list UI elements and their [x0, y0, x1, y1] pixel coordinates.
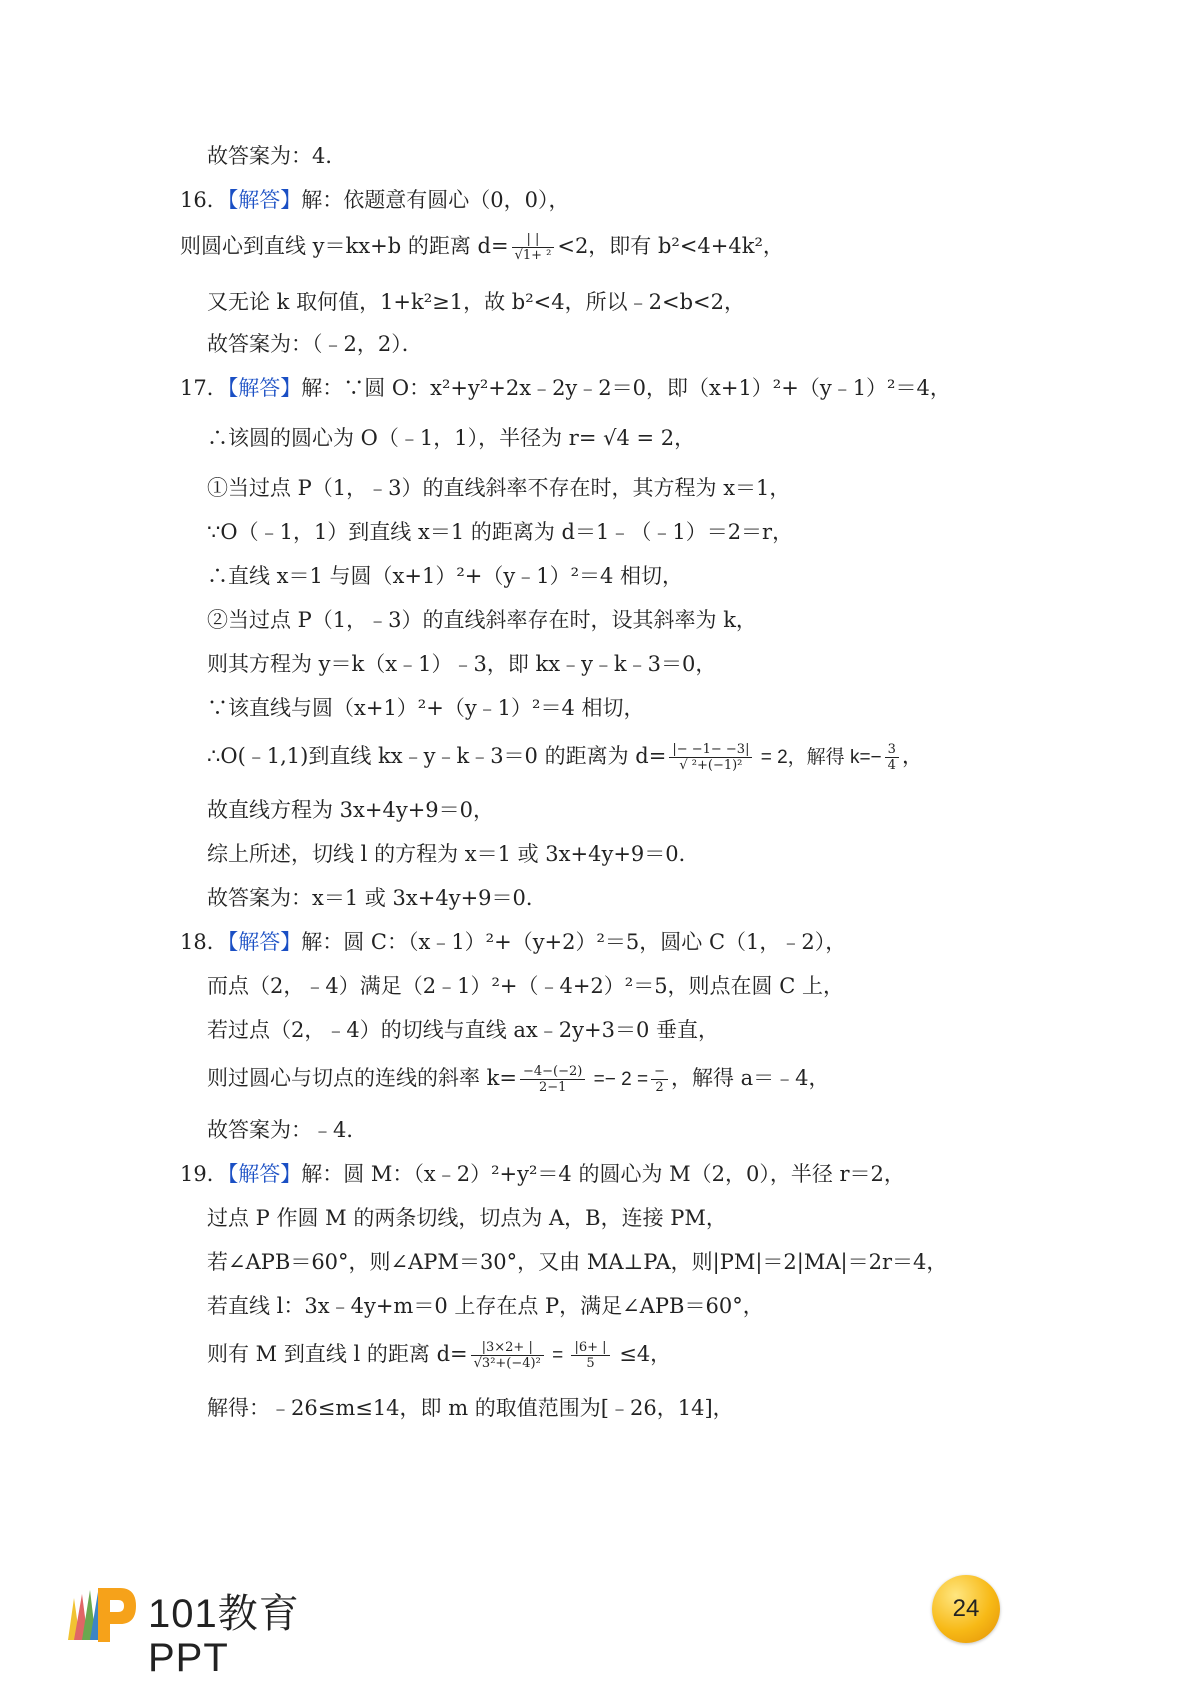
text-line: 故答案为：（﹣2，2）． [207, 332, 423, 356]
text-line: ①当过点 P（1，﹣3）的直线斜率不存在时，其方程为 x＝1， [207, 476, 791, 500]
text-line: ∴O(﹣1,1)到直线 kx﹣y﹣k﹣3＝0 的距离为 d= $\frac{|- -1- -3|}{\text{√ ²+(−1)²}}$ = 2，解得 k=− $\frac{3}{4}$ ， [207, 742, 923, 773]
fraction: $\frac{-4-(-2)}{2-1}$ [520, 1064, 585, 1095]
text-line: ∵O（﹣1，1）到直线 x＝1 的距离为 d＝1﹣（﹣1）＝2＝r， [207, 520, 794, 544]
logo-icon [60, 1580, 140, 1650]
text-line: 故答案为：x＝1 或 3x+4y+9＝0． [207, 886, 547, 910]
solution-16-header: 16．【解答】解：依题意有圆心（0，0）， [180, 188, 570, 212]
solution-tag: 【解答】 [227, 1162, 302, 1186]
logo-text: 101教育PPT [148, 1592, 300, 1680]
text-line: 则有 M 到直线 l 的距离 d= $\frac{|3\times 2+ |}{\text{√3²+(−4)²}}$ = $\frac{|6+ |}{5}$ ≤4， [207, 1340, 672, 1371]
text-line: 若直线 l：3x﹣4y+m＝0 上存在点 P，满足∠APB＝60°， [207, 1294, 764, 1318]
fraction: $\frac{|- -1- -3|}{\text{√ ²+(−1)²}}$ [669, 742, 752, 773]
fraction: $\frac{|6+ |}{5}$ [571, 1340, 609, 1371]
text-line: 则圆心到直线 y＝kx+b 的距离 d= $\frac{| |}{\text{√1+ ²}}$ <2，即有 b²<4+4k²， [180, 232, 784, 263]
fraction: $\frac{3}{4}$ [885, 742, 899, 773]
text-line: 过点 P 作圆 M 的两条切线，切点为 A，B，连接 PM， [207, 1206, 727, 1230]
text-line: 故直线方程为 3x+4y+9＝0， [207, 798, 495, 822]
text-line: 综上所述，切线 l 的方程为 x＝1 或 3x+4y+9＝0． [207, 842, 700, 866]
text-line: 若∠APB＝60°，则∠APM＝30°，又由 MA⊥PA，则|PM|＝2|MA|＝2r＝4， [207, 1250, 948, 1274]
text-line: 故答案为：4． [207, 144, 347, 168]
solution-17-header: 17．【解答】解：∵圆 O：x²+y²+2x﹣2y﹣2＝0，即（x+1）²+（y﹣1）²＝4， [180, 376, 951, 400]
solution-19-header: 19．【解答】解：圆 M：（x﹣2）²+y²＝4 的圆心为 M（2，0），半径 r＝2， [180, 1162, 905, 1186]
text-line: ∴直线 x＝1 与圆（x+1）²+（y﹣1）²＝4 相切， [207, 564, 684, 588]
text-line: 而点（2，﹣4）满足（2﹣1）²+（﹣4+2）²＝5，则点在圆 C 上， [207, 974, 844, 998]
text-line: ∴该圆的圆心为 O（﹣1，1），半径为 r= √4 = 2， [207, 426, 696, 450]
solution-tag: 【解答】 [227, 188, 302, 212]
solution-tag: 【解答】 [227, 930, 302, 954]
text-line: ②当过点 P（1，﹣3）的直线斜率存在时，设其斜率为 k， [207, 608, 757, 632]
solution-tag: 【解答】 [227, 376, 302, 400]
text-line: 则过圆心与切点的连线的斜率 k= $\frac{-4-(-2)}{2-1}$ =− 2 = $\frac{-}{2}$ ，解得 a＝﹣4， [207, 1064, 830, 1095]
solution-18-header: 18．【解答】解：圆 C：（x﹣1）²+（y+2）²＝5，圆心 C（1，﹣2）， [180, 930, 847, 954]
fraction: $\frac{|3\times 2+ |}{\text{√3²+(−4)²}}$ [471, 1340, 544, 1371]
fraction: $\frac{-}{2}$ [651, 1064, 668, 1095]
page-number: 24 [952, 1595, 980, 1622]
fraction: $\frac{| |}{\text{√1+ ²}}$ [512, 232, 555, 263]
text-line: ∵该直线与圆（x+1）²+（y﹣1）²＝4 相切， [207, 696, 645, 720]
text-line: 则其方程为 y＝k（x﹣1）﹣3，即 kx﹣y﹣k﹣3＝0， [207, 652, 717, 676]
text-line: 若过点（2，﹣4）的切线与直线 ax﹣2y+3＝0 垂直， [207, 1018, 719, 1042]
page-number-badge [932, 1575, 1000, 1643]
text-line: 解得：﹣26≤m≤14，即 m 的取值范围为[﹣26，14]， [207, 1396, 734, 1420]
brand-logo [60, 1580, 360, 1680]
text-line: 故答案为：﹣4． [207, 1118, 368, 1142]
text-line: 又无论 k 取何值，1+k²≥1，故 b²<4，所以﹣2<b<2， [207, 290, 745, 314]
